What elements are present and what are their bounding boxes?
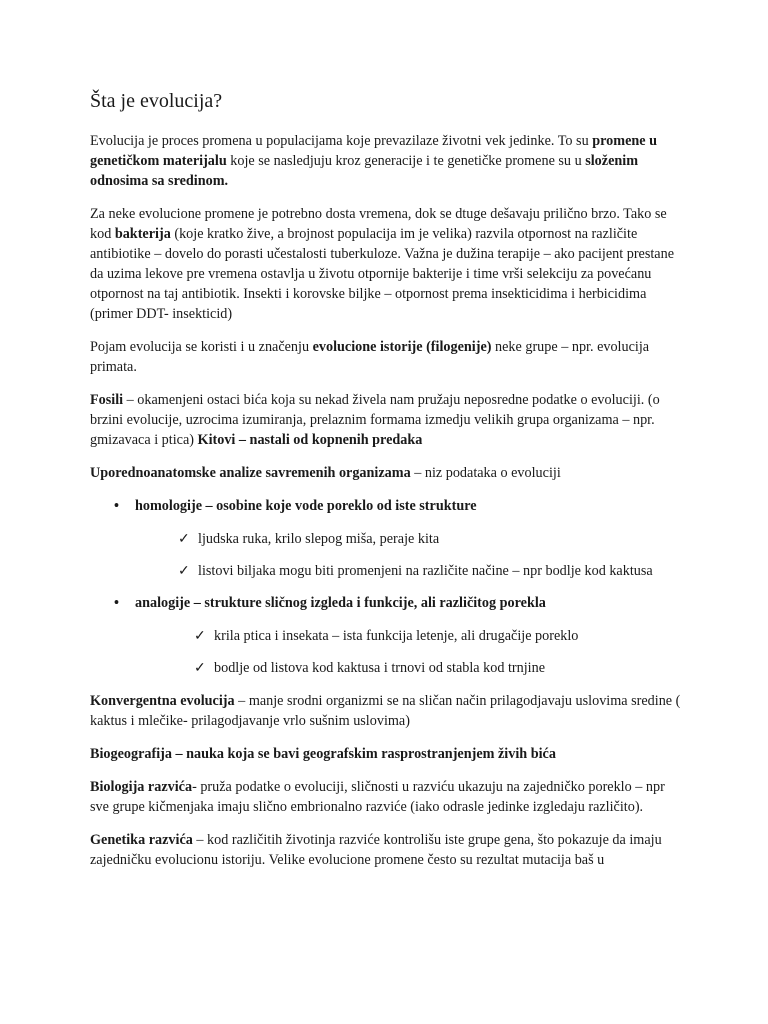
bold-text: Konvergentna evolucija [90, 693, 235, 709]
list-item-homologies [90, 496, 684, 516]
text: - pruža podatke o evoluciji, sličnosti u razviću ukazuju na zajedničko poreklo – npr sve grupe kičmenjaka imaju slično embrionalno razviće (iako odrasle jedinke izgledaju različito). [90, 779, 665, 815]
list-item [90, 529, 684, 549]
checkmark-icon: ✓ [178, 563, 190, 579]
bold-text: bakterija [114, 226, 171, 242]
bold-text: promene u genetičkom materijalu [90, 133, 657, 169]
list-item-text: listovi biljaka mogu biti promenjeni na različite načine – npr bodlje kod kaktusa [198, 563, 653, 579]
paragraph-comparative-anatomy [90, 463, 684, 483]
text: neke grupe – npr. evolucija primata. [90, 339, 650, 375]
list-item-label: analogije – strukture sličnog izgleda i funkcije, ali različitog porekla [135, 595, 546, 611]
checkmark-icon: ✓ [178, 531, 190, 547]
paragraph-bacteria [90, 204, 684, 324]
text: (koje kratko žive, a brojnost populacija im je velika) razvila otpornost na različite antibiotike – dovelo do porasti učestalosti tuberkuloze. Važna je dužina terapije – ako pacijent prestane da uzima lekove pre vremena ostavlja u životu otpornije bakterije i time vrši selekciju za povećanu otpornost na taj antibiotik. Insekti i korovske biljke – otpornost prema insekticidima i herbicidima (primer DDT- insekticid) [90, 226, 674, 322]
text: koje se nasledjuju kroz generacije i te genetičke promene su u [226, 153, 586, 169]
list-item-label: homologije – osobine koje vode poreklo od iste strukture [135, 498, 477, 514]
list-item [90, 561, 684, 581]
bold-text: Uporednoanatomske analize savremenih organizama [90, 465, 411, 481]
bold-text: evolucione istorije (filogenije) [312, 339, 492, 355]
bold-text: Genetika razvića [90, 832, 193, 848]
checkmark-icon: ✓ [194, 660, 206, 676]
bold-text: Kitovi – nastali od kopnenih predaka [197, 432, 423, 448]
paragraph-convergent-evolution [90, 691, 684, 731]
anatomy-list [90, 496, 684, 678]
list-item [90, 626, 684, 646]
paragraph-fossils [90, 390, 684, 450]
paragraph-developmental-biology [90, 777, 684, 817]
bullet-icon: • [114, 595, 119, 611]
list-item-text: ljudska ruka, krilo slepog miša, peraje kita [198, 531, 440, 547]
paragraph-phylogeny [90, 337, 684, 377]
bullet-icon: • [114, 498, 119, 514]
bold-text: Biogeografija – nauka koja se bavi geografskim rasprostranjenjem živih bića [90, 746, 556, 762]
text: Za neke evolucione promene je potrebno dosta vremena, dok se dtuge dešavaju prilično brzo. Tako se kod [90, 206, 667, 242]
list-item-text: bodlje od listova kod kaktusa i trnovi od stabla kod trnjine [214, 660, 545, 676]
paragraph-definition [90, 131, 684, 191]
checkmark-icon: ✓ [194, 628, 206, 644]
text: – niz podataka o evoluciji [410, 465, 561, 481]
bold-text: Fosili [90, 392, 124, 408]
list-item-analogies [90, 593, 684, 613]
text: – kod različitih životinja razviće kontrolišu iste grupe gena, što pokazuje da imaju zajedničku evolucionu istoriju. Velike evolucione promene često su rezultat mutacija baš u [90, 832, 662, 868]
list-item [90, 658, 684, 678]
paragraph-biogeography [90, 744, 684, 764]
text: Evolucija je proces promena u populacijama koje prevazilaze životni vek jedinke. To su [90, 133, 593, 149]
list-item-text: krila ptica i insekata – ista funkcija letenje, ali drugačije poreklo [214, 628, 579, 644]
page-title: Šta je evolucija? [90, 90, 223, 112]
paragraph-developmental-genetics [90, 830, 684, 870]
text: – okamenjeni ostaci bića koja su nekad živela nam pružaju neposredne podatke o evoluciji. (o brzini evolucije, uzrocima izumiranja, prelaznim formama izmedju velikih grupa organizama – npr. gmizavaca i ptica) [90, 392, 660, 448]
bold-text: Biologija razvića [90, 779, 193, 795]
text: – manje srodni organizmi se na sličan način prilagodjavaju uslovima sredine ( kaktus i mlečike- prilagodjavanje vrlo sušnim uslovima) [90, 693, 681, 729]
bold-text: složenim odnosima sa sredinom. [90, 153, 639, 189]
text: Pojam evolucija se koristi i u značenju [90, 339, 313, 355]
